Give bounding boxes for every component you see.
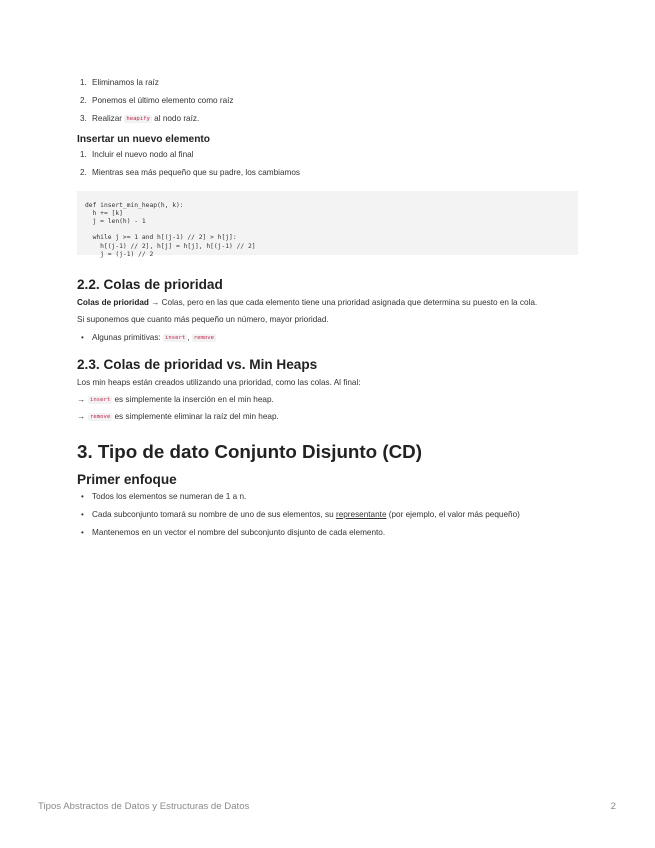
list-number: 3. — [80, 113, 87, 123]
section-heading-3: 3. Tipo de dato Conjunto Disjunto (CD) — [77, 440, 422, 462]
page-number: 2 — [610, 801, 616, 812]
step-text: Mientras sea más pequeño que su padre, los cambiamos — [92, 167, 300, 177]
step-text: Realizar — [92, 113, 123, 123]
separator: , — [187, 332, 192, 342]
list-item — [77, 333, 578, 343]
footer-title: Tipos Abstractos de Datos y Estructuras de Datos — [38, 801, 250, 812]
list-number: 1. — [80, 78, 87, 87]
insert-steps — [77, 150, 578, 178]
code-block: def insert_min_heap(h, k): h += [k] j = len(h) - 1 while j >= 1 and h[(j-1) // 2] > h[j]: h[(j-1) // 2], h[j] = h[j], h[(j-1) // 2] j = (j-1) // 2 — [77, 191, 578, 255]
bullet-icon: • — [81, 527, 84, 537]
arrow-item-text: es simplemente eliminar la raíz del min heap. — [112, 411, 279, 421]
minheap-paragraph: Los min heaps están creados utilizando una prioridad, como las colas. Al final: — [77, 377, 361, 387]
bullet-text: Mantenemos en un vector el nombre del subconjunto disjunto de cada elemento. — [92, 527, 386, 537]
list-item — [77, 150, 578, 160]
list-item — [77, 78, 578, 88]
list-number: 2. — [80, 167, 87, 177]
definition-term: Colas de prioridad — [77, 297, 149, 307]
arrow-icon: → — [77, 411, 86, 421]
bullet-text: Algunas primitivas: — [92, 332, 163, 342]
definition-paragraph — [77, 298, 578, 308]
step-text: Ponemos el último elemento como raíz — [92, 95, 234, 105]
list-item — [77, 168, 578, 178]
arrow-item — [77, 412, 578, 422]
definition-arrow: → — [151, 297, 160, 307]
section-heading-2-3: 2.3. Colas de prioridad vs. Min Heaps — [77, 356, 318, 372]
page-footer — [38, 801, 616, 813]
bullet-text: Todos los elementos se numeran de 1 a n. — [92, 491, 247, 501]
definition-text: Colas, pero en las que cada elemento tiene una prioridad asignada que determina su puesto en la cola. — [159, 297, 538, 307]
list-number: 2. — [80, 95, 87, 105]
list-number: 1. — [80, 149, 87, 159]
priority-paragraph: Si suponemos que cuanto más pequeño un número, mayor prioridad. — [77, 314, 329, 324]
bullet-text: Cada subconjunto tomará su nombre de uno de sus elementos, su — [92, 509, 336, 519]
list-item — [77, 114, 578, 124]
bullet-icon: • — [81, 509, 84, 519]
arrow-item — [77, 395, 578, 405]
step-text: Incluir el nuevo nodo al final — [92, 149, 194, 159]
arrow-icon: → — [77, 394, 86, 404]
insert-heading: Insertar un nuevo elemento — [77, 133, 211, 145]
bullet-text: (por ejemplo, el valor más pequeño) — [386, 509, 520, 519]
bullet-icon: • — [81, 332, 84, 342]
list-item — [77, 96, 578, 106]
subheading-primer-enfoque: Primer enfoque — [77, 471, 177, 487]
inline-code: remove — [90, 413, 111, 420]
document-page — [77, 70, 578, 538]
arrow-item-text: es simplemente la inserción en el min heap. — [112, 394, 274, 404]
inline-code: remove — [193, 334, 214, 341]
step-text: al nodo raíz. — [151, 113, 200, 123]
primitives-list — [77, 333, 578, 343]
bullet-icon: • — [81, 491, 84, 501]
cd-list — [77, 492, 578, 538]
inline-code: insert — [90, 396, 111, 403]
inline-code: heapify — [126, 115, 150, 122]
list-item — [77, 510, 578, 520]
list-item — [77, 492, 578, 502]
heap-remove-steps — [77, 78, 578, 124]
inline-code: insert — [165, 334, 186, 341]
step-text: Eliminamos la raíz — [92, 78, 159, 87]
section-heading-2-2: 2.2. Colas de prioridad — [77, 276, 223, 292]
list-item — [77, 528, 578, 538]
representante-term: representante — [335, 509, 387, 519]
